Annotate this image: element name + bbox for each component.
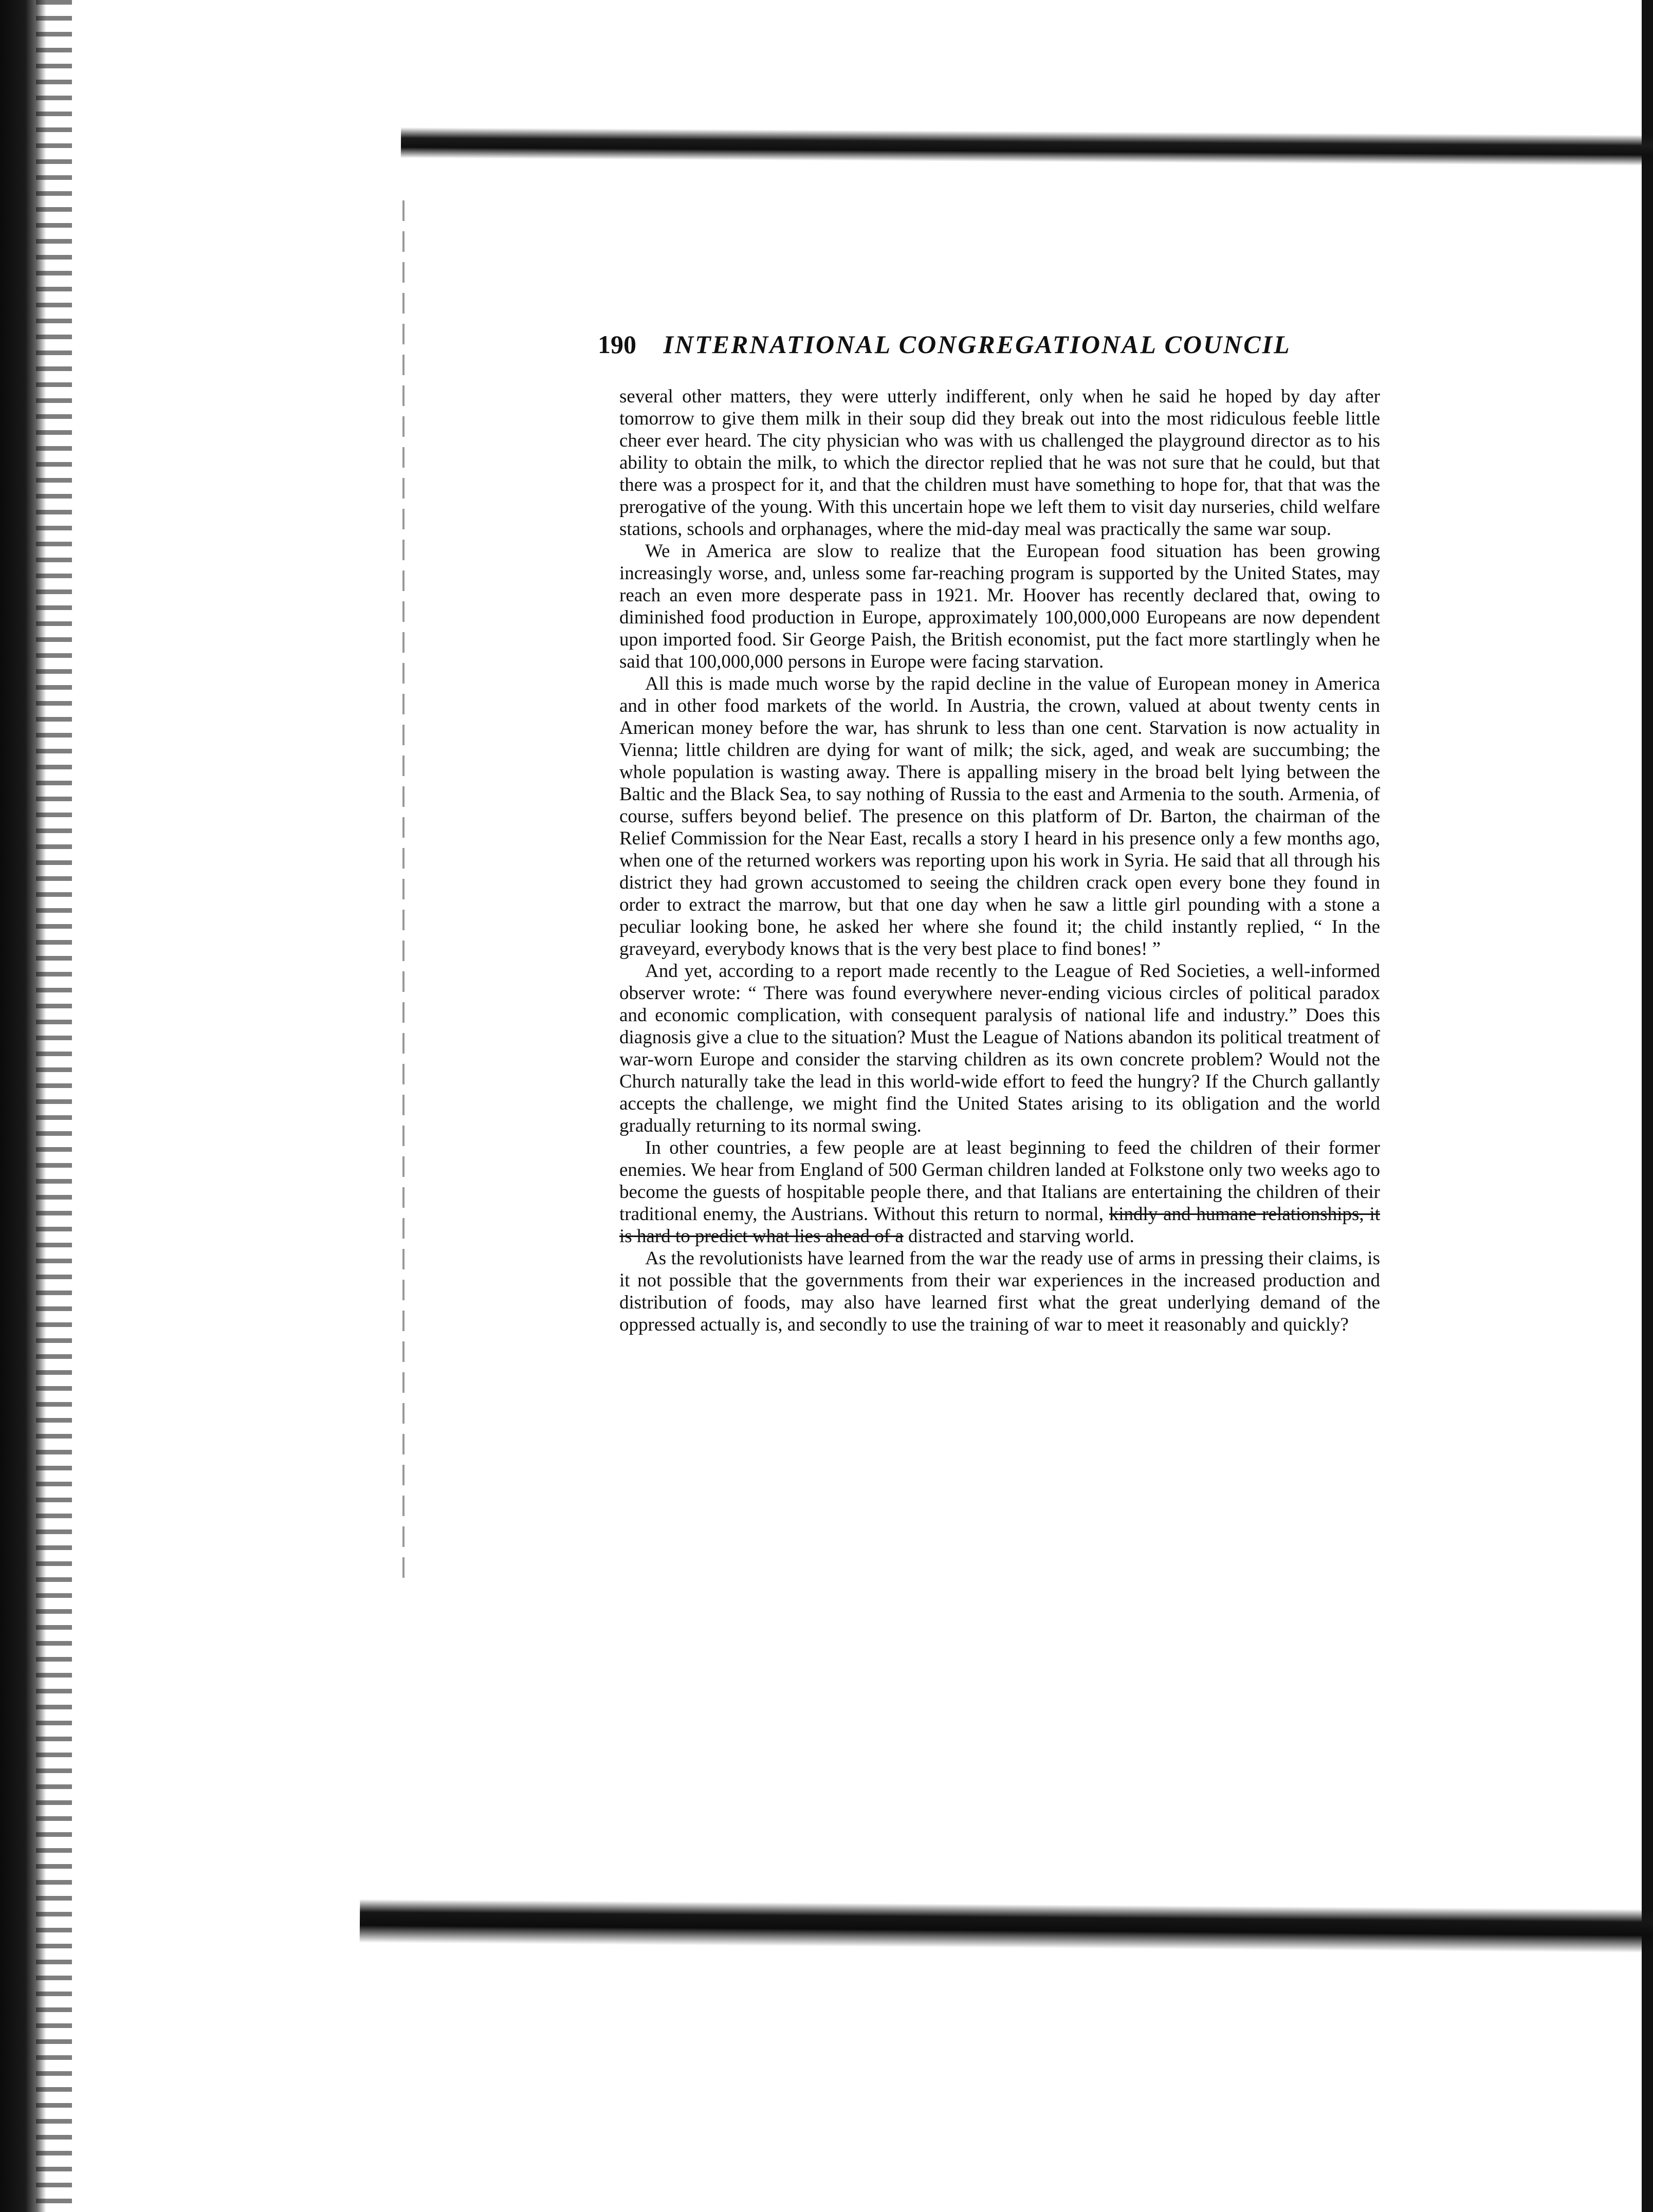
scan-right-edge xyxy=(1642,0,1653,2212)
running-head: INTERNATIONAL CONGREGATIONAL COUNCIL xyxy=(663,330,1291,359)
page-number: 190 xyxy=(598,330,636,359)
struck-through-text: kindly and humane relationships, it is hard to predict what lies ahead of a xyxy=(619,1204,1381,1247)
paragraph-text: distracted and starving world. xyxy=(908,1226,1134,1247)
paragraph: We in America are slow to realize that the European food situation has been growing increasingly worse, and, unless some far-reaching program is supported by the United States, may reach an even more desperate pass in 1921. Mr. Hoover has recently declared that, owing to diminished food production in Europe, approximately 100,000,000 Europeans are now dependent upon imported food. Sir George Paish, the British economist, put the fact more startlingly when he said that 100,000,000 persons in Europe were facing starvation. xyxy=(619,541,1380,672)
scan-bottom-band xyxy=(360,1899,1653,1953)
scan-edge-noise xyxy=(36,0,72,2212)
page-header xyxy=(598,329,1369,360)
page-body xyxy=(619,385,1380,1336)
paragraph: All this is made much worse by the rapid decline in the value of European money in America and in other food markets of the world. In Austria, the crown, valued at about twenty cents in American money before the war, has shrunk to less than one cent. Starvation is now actuality in Vienna; little children are dying for want of milk; the sick, aged, and weak are succumbing; the whole population is wasting away. There is appalling misery in the broad belt lying between the Baltic and the Black Sea, to say nothing of Russia to the east and Armenia to the south. Armenia, of course, suffers beyond belief. The presence on this platform of Dr. Barton, the chairman of the Relief Commission for the Near East, recalls a story I heard in his presence only a few months ago, when one of the returned workers was reporting upon his work in Syria. He said that all through his district they had grown accustomed to seeing the children crack open every bone they found in order to extract the marrow, but that one day when he saw a little girl pounding with a stone a peculiar looking bone, he asked her where she found it; the child instantly replied, “ In the graveyard, everybody knows that is the very best place to find bones! ” xyxy=(619,673,1380,960)
paragraph xyxy=(619,1137,1380,1247)
paragraph: As the revolutionists have learned from the war the ready use of arms in pressing their claims, is it not possible that the governments from their war experiences in the increased production and distribution of foods, may also have learned first what the great underlying demand of the oppressed actually is, and secondly to use the training of war to meet it reasonably and quickly? xyxy=(619,1248,1380,1335)
paragraph: And yet, according to a report made recently to the League of Red Societies, a well-informed observer wrote: “ There was found everywhere never-ending vicious circles of political paradox and economic complication, with consequent paralysis of national life and industry.” Does this diagnosis give a clue to the situation? Must the League of Nations abandon its political treatment of war-worn Europe and consider the starving children as its own concrete problem? Would not the Church naturally take the lead in this world-wide effort to feed the hungry? If the Church gallantly accepts the challenge, we might find the United States arising to its obligation and the world gradually returning to its normal swing. xyxy=(619,961,1380,1136)
scan-top-band xyxy=(401,127,1653,166)
paragraph: several other matters, they were utterly indifferent, only when he said he hoped by day after tomorrow to give them milk in their soup did they break out into the most ridiculous feeble little cheer ever heard. The city physician who was with us challenged the playground director as to his ability to obtain the milk, to which the director replied that he was not sure that he could, but that there was a prospect for it, and that the children must have something to hope for, that that was the prerogative of the young. With this uncertain hope we left them to visit day nurseries, child welfare stations, schools and orphanages, where the mid-day meal was practically the same war soup. xyxy=(619,386,1380,540)
paragraph-text: In other countries, a few people are at least beginning to feed the children of their former enemies. We hear from England of 500 German children landed at Folkstone only two weeks ago to become the guests of hospitable people there, and that Italians are entertaining the children of their traditional enemy, the Austrians. Without this return to normal, xyxy=(619,1137,1380,1225)
scan-margin-line xyxy=(402,200,405,1588)
